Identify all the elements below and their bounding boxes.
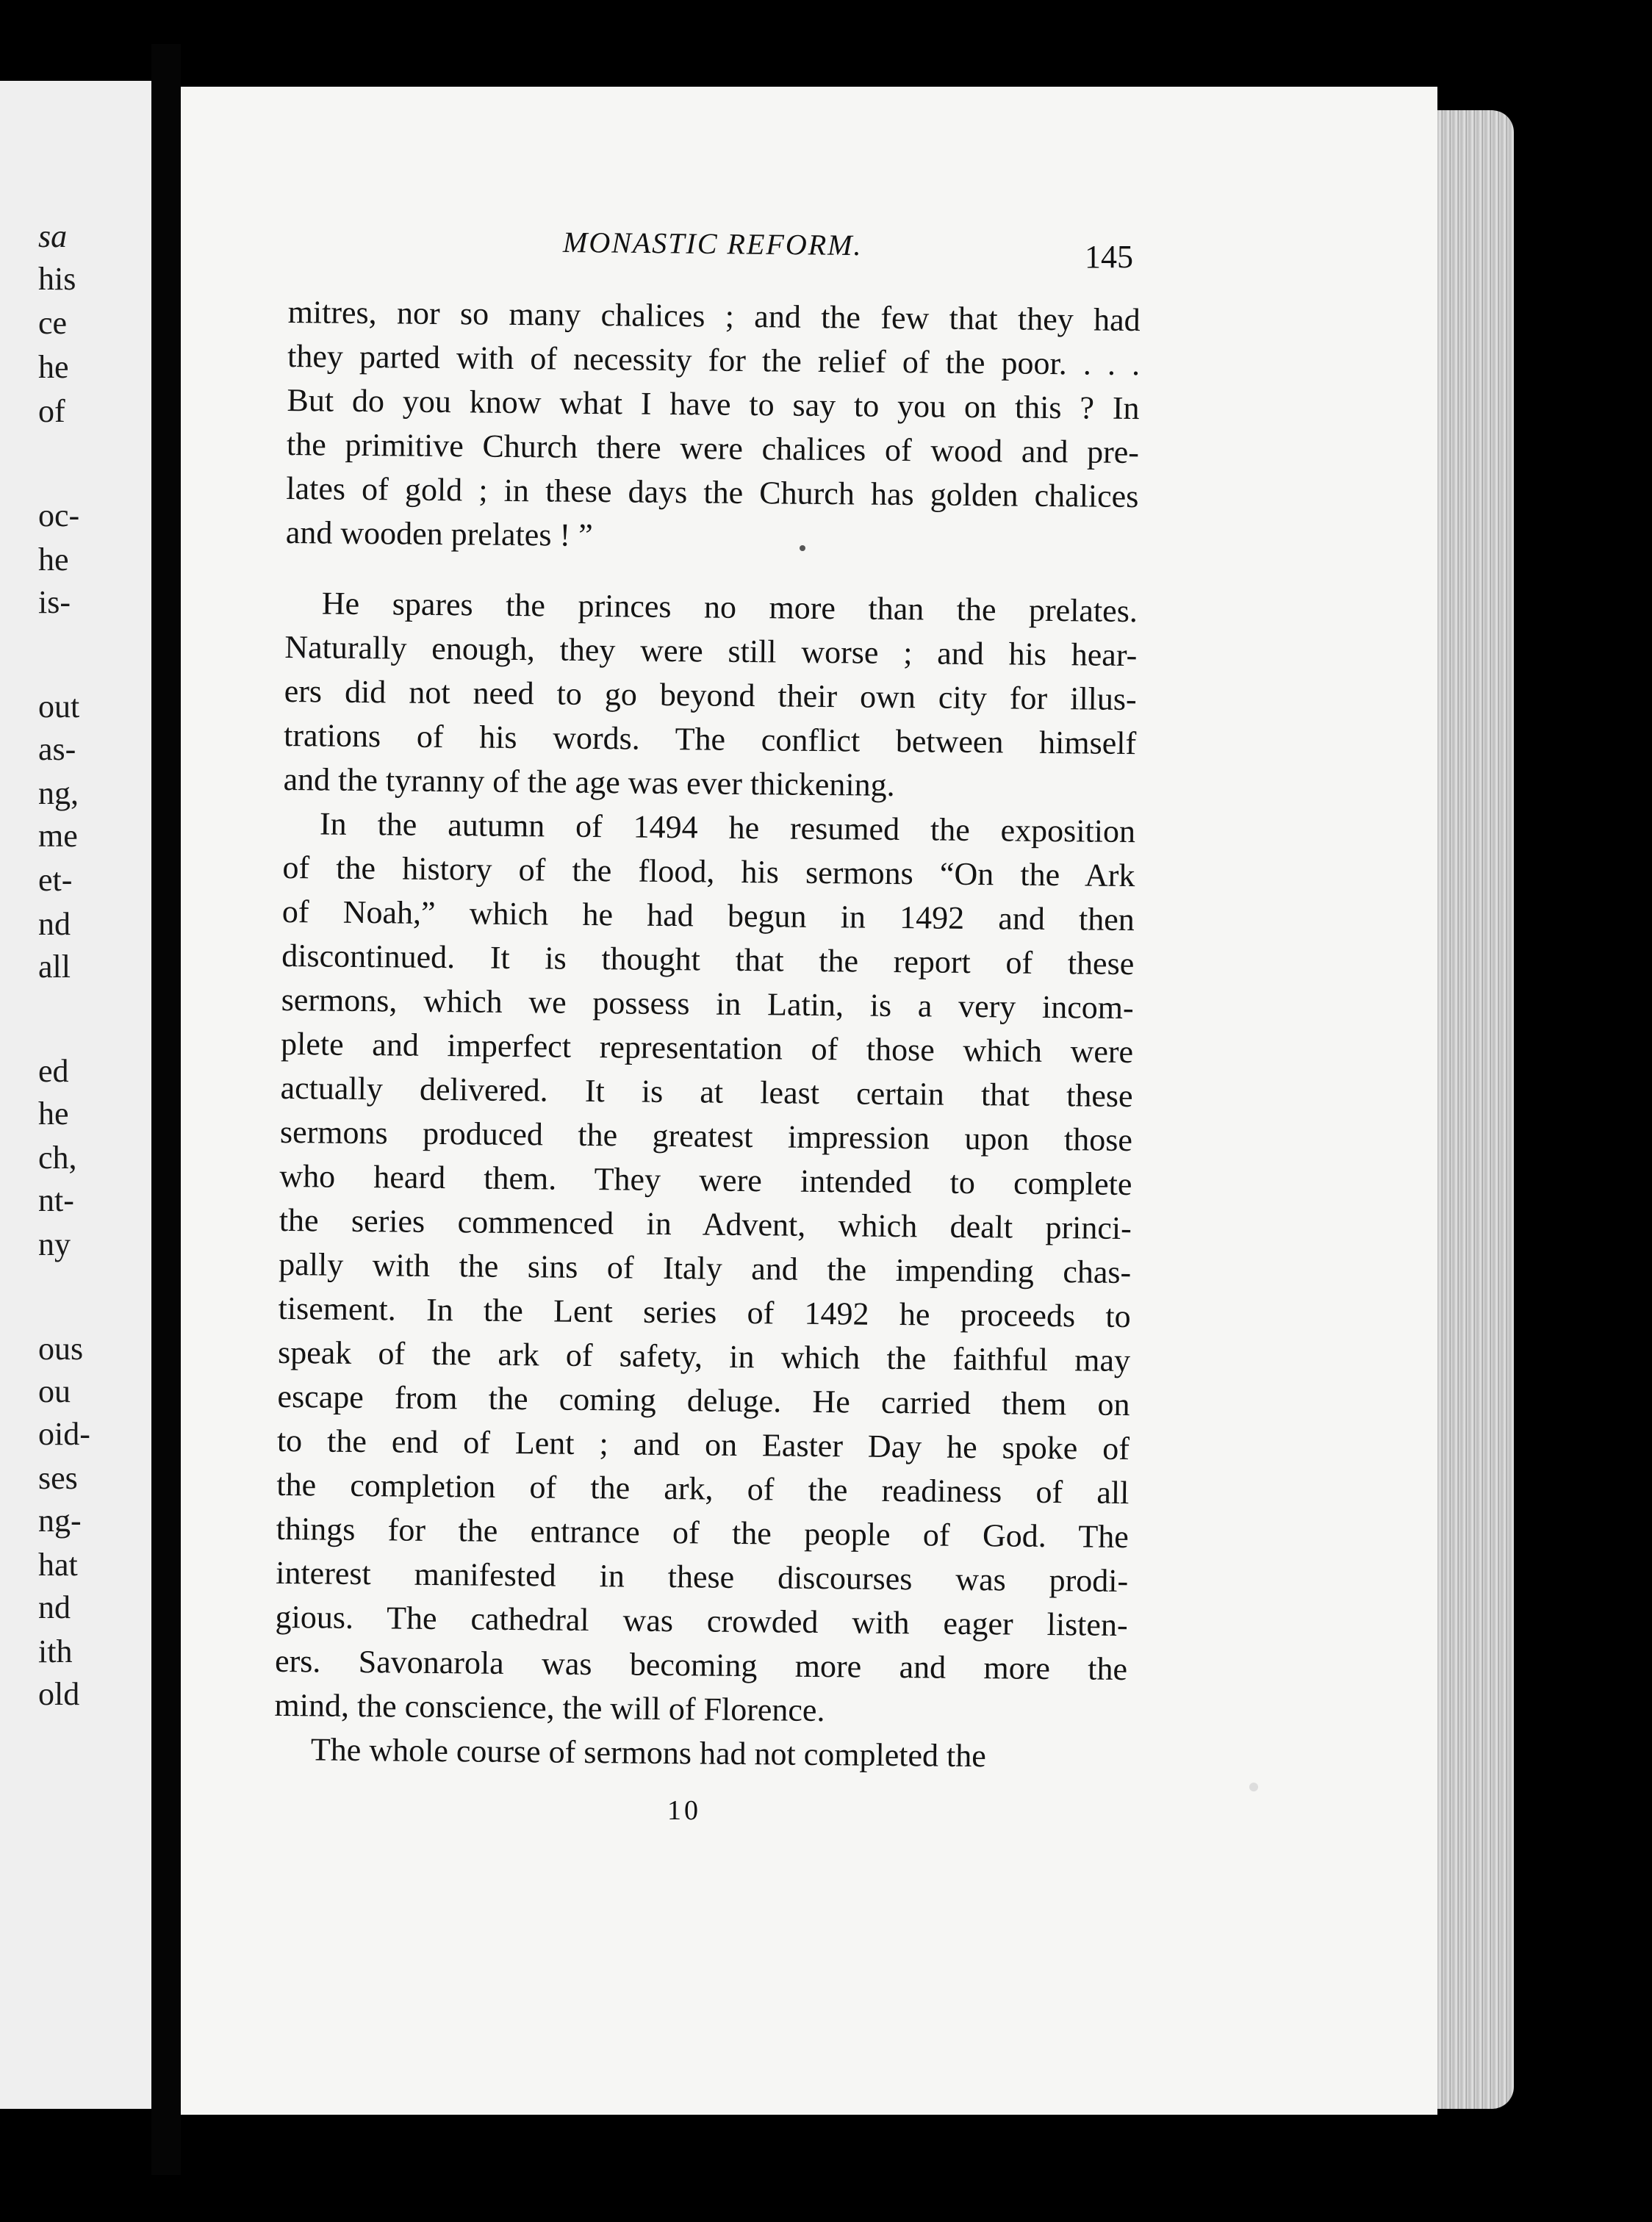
left-page-fragment: old [38,1676,80,1712]
text-line: ers. Savonarola was becoming more and more the [274,1642,1128,1688]
left-page-fragment: oid- [38,1416,90,1452]
paragraph [286,290,1141,563]
left-page-fragment: ith [38,1633,73,1669]
text-line: tisement. In the Lent series of 1492 he proceeds to [278,1290,1131,1335]
left-page-fragment: ou [38,1373,71,1409]
book-gutter [151,44,181,2175]
left-page-fragment: ny [38,1226,71,1262]
text-line: actually delivered. It is at least certain that these [280,1069,1133,1115]
text-line: plete and imperfect representation of those which were [280,1025,1134,1071]
left-page-fragment: of [38,393,65,429]
left-page-fragment: ch, [38,1140,77,1176]
page-header [181,213,1136,275]
left-page-text-fragments [0,81,151,2109]
left-page-fragment: out [38,688,80,725]
text-line: He spares the princes no more than the prelates. [321,585,1138,630]
text-line: the series commenced in Advent, which dealt princi- [279,1201,1132,1247]
text-line: sermons, which we possess in Latin, is a very incom- [281,981,1134,1026]
text-line: of Noah,” which he had begun in 1492 and then [281,893,1135,938]
paragraph [283,581,1138,810]
signature-mark: 10 [667,1795,701,1826]
paragraph [274,1727,1127,1780]
left-page-fragment: me [38,818,78,854]
left-page-fragment: ses [38,1460,78,1496]
ink-speck [800,545,805,551]
left-page-fragment: is- [38,584,71,620]
text-line: lates of gold ; in these days the Church has golden chalices [286,470,1139,515]
page-number: 145 [1085,239,1133,275]
left-page-fragment: ng- [38,1503,82,1539]
left-page-fragment: et- [38,862,73,898]
text-line: of the history of the flood, his sermons “On the Ark [282,849,1135,894]
text-line: interest manifested in these discourses was prodi- [276,1554,1129,1600]
left-page-fragment: hat [38,1547,78,1583]
text-line: to the end of Lent ; and on Easter Day he spoke of [276,1422,1130,1467]
left-page-fragment: ous [38,1331,84,1367]
ink-speck [1249,1783,1258,1791]
text-line: discontinued. It is thought that the report of these [281,937,1135,982]
paragraph [274,802,1135,1736]
text-line: speak of the ark of safety, in which the faithful may [277,1334,1131,1379]
text-line: who heard them. They were intended to complete [279,1157,1132,1203]
text-line: the completion of the ark, of the readiness of all [276,1466,1130,1511]
left-page-fragment: he [38,349,69,385]
text-line: mitres, nor so many chalices ; and the few that they had [287,293,1141,339]
left-page-fragment: sa [38,218,68,254]
left-page-fragment: he [38,542,69,578]
text-line: In the autumn of 1494 he resumed the exposition [319,805,1136,850]
text-line: escape from the coming deluge. He carried them on [277,1378,1130,1423]
text-line: the primitive Church there were chalices of wood and pre- [286,425,1140,471]
text-line: sermons produced the greatest impression upon those [279,1113,1133,1159]
left-page-fragment: ce [38,305,68,341]
text-line: trations of his words. The conflict between himself [283,716,1137,762]
text-line: The whole course of sermons had not completed the [310,1731,986,1775]
left-facing-page [0,81,151,2109]
text-line: things for the entrance of the people of God. The [276,1510,1130,1556]
text-line: and the tyranny of the age was ever thickening. [283,761,895,803]
left-page-fragment: all [38,949,71,985]
left-page-fragment: oc- [38,497,80,533]
left-page-fragment: his [38,261,76,297]
text-line: ers did not need to go beyond their own city for illus- [284,672,1137,718]
text-line: pally with the sins of Italy and the impending chas- [279,1245,1132,1291]
text-line: But do you know what I have to say to you on this ? In [287,381,1140,427]
left-page-fragment: nd [38,1589,71,1625]
text-line: gious. The cathedral was crowded with eager listen- [275,1598,1128,1644]
left-page-fragment: ed [38,1053,69,1089]
body-text [274,290,1141,1780]
left-page-fragment: he [38,1096,69,1132]
text-line: Naturally enough, they were still worse ; and his hear- [284,628,1138,674]
left-page-fragment: nt- [38,1182,74,1218]
left-page-fragment: nd [38,906,71,942]
text-line: they parted with of necessity for the relief of the poor. . . . [287,337,1141,383]
text-line: and wooden prelates ! ” [285,514,593,553]
left-page-fragment: ng, [38,775,79,811]
text-line: mind, the conscience, the will of Florence. [274,1686,825,1729]
running-head: MONASTIC REFORM. [562,225,863,262]
left-page-fragment: as- [38,731,76,767]
